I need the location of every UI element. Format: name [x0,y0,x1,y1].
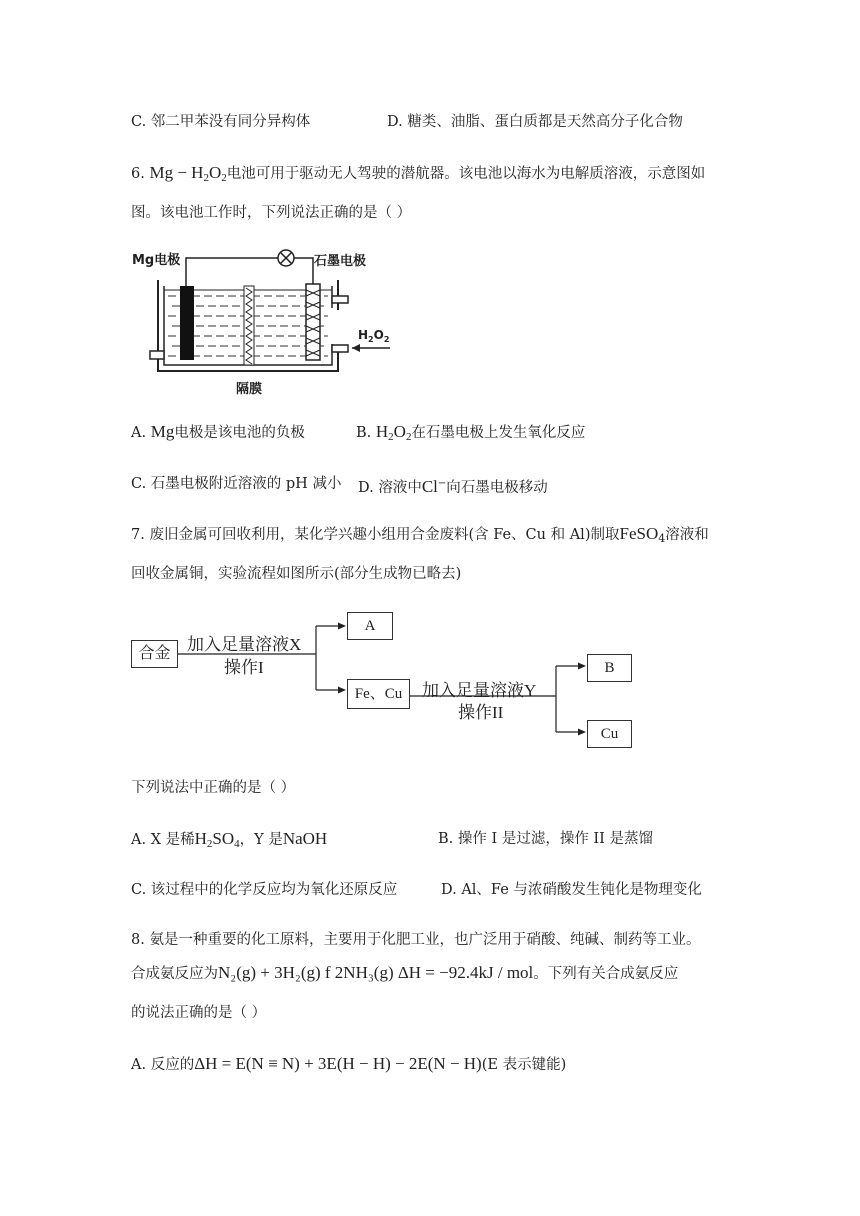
flow-step2-reagent: 加入足量溶液Y [422,681,537,700]
q8-stem-line3: 的说法正确的是（ ） [131,1005,267,1021]
flow-box-fecu: Fe、Cu [347,679,410,709]
q7-stem-line2: 回收金属铜，实验流程如图所示(部分生成物已略去) [131,566,462,582]
q7-option-d: D. Al、Fe 与浓硝酸发生钝化是物理变化 [441,882,702,898]
flow-box-cu: Cu [587,720,632,748]
mg-electrode-label: Mg电极 [132,253,181,268]
q6-option-d: D. 溶液中Cl−向石墨电极移动 [358,476,548,496]
q8-equation: N₂(g) + 3H₂(g) f 2NH₃(g) ΔH = −92.4kJ / mol [218,963,534,982]
q7-stem-line1: 7. 废旧金属可回收利用，某化学兴趣小组用合金废料(含 Fe、Cu 和 Al)制取FeSO$_4$溶液和 [131,524,709,545]
q7-ask: 下列说法中正确的是（ ） [131,780,296,796]
q6-number: 6. [131,166,145,182]
flow-step1-reagent: 加入足量溶液X [187,635,302,654]
q8-option-a-equation: ΔH = E(N ≡ N) + 3E(H − H) − 2E(N − H) [194,1054,482,1073]
q6-option-c: C. 石墨电极附近溶液的 pH 减小 [131,476,342,492]
q6-option-b: B. $H_2O_2$在石墨电极上发生氧化反应 [356,422,586,443]
q7-option-a: A. X 是稀$H_2SO_4$，Y 是NaOH [131,829,328,850]
q5-option-d: D. 糖类、油脂、蛋白质都是天然高分子化合物 [387,114,683,130]
flow-box-b: B [587,654,632,682]
q6-stem-text: 电池可用于驱动无人驾驶的潜航器。该电池以海水为电解质溶液，示意图如 [226,166,706,182]
flow-alloy-box: 合金 [131,640,178,668]
flow-step1-operation: 操作I [224,658,264,677]
q6-stem-line2: 图。该电池工作时，下列说法正确的是（ ） [131,205,412,221]
h2o2-label: $H_2O_2$ [358,328,390,344]
q6-option-a: A. Mg电极是该电池的负极 [131,422,305,441]
q8-stem-line1: 8. 氨是一种重要的化工原料，主要用于化肥工业，也广泛用于硝酸、纯碱、制药等工业。 [131,932,701,948]
q6-formula: $Mg - H_2O_2$ [149,163,227,184]
q5-option-c: C. 邻二甲苯没有同分异构体 [131,114,311,130]
q7-option-b: B. 操作 I 是过滤，操作 II 是蒸馏 [438,831,653,847]
membrane-label: 隔膜 [236,382,263,397]
q7-option-c: C. 该过程中的化学反应均为氧化还原反应 [131,882,398,898]
q8-option-a: A. 反应的ΔH = E(N ≡ N) + 3E(H − H) − 2E(N − H)(E 表示键能) [131,1054,567,1073]
flow-step2-operation: 操作II [458,703,504,722]
flow-box-a: A [347,612,393,640]
q8-stem-line2: 合成氨反应为N₂(g) + 3H₂(g) f 2NH₃(g) ΔH = −92.4kJ / mol。下列有关合成氨反应 [131,963,679,982]
graphite-electrode-label: 石墨电极 [314,254,367,269]
